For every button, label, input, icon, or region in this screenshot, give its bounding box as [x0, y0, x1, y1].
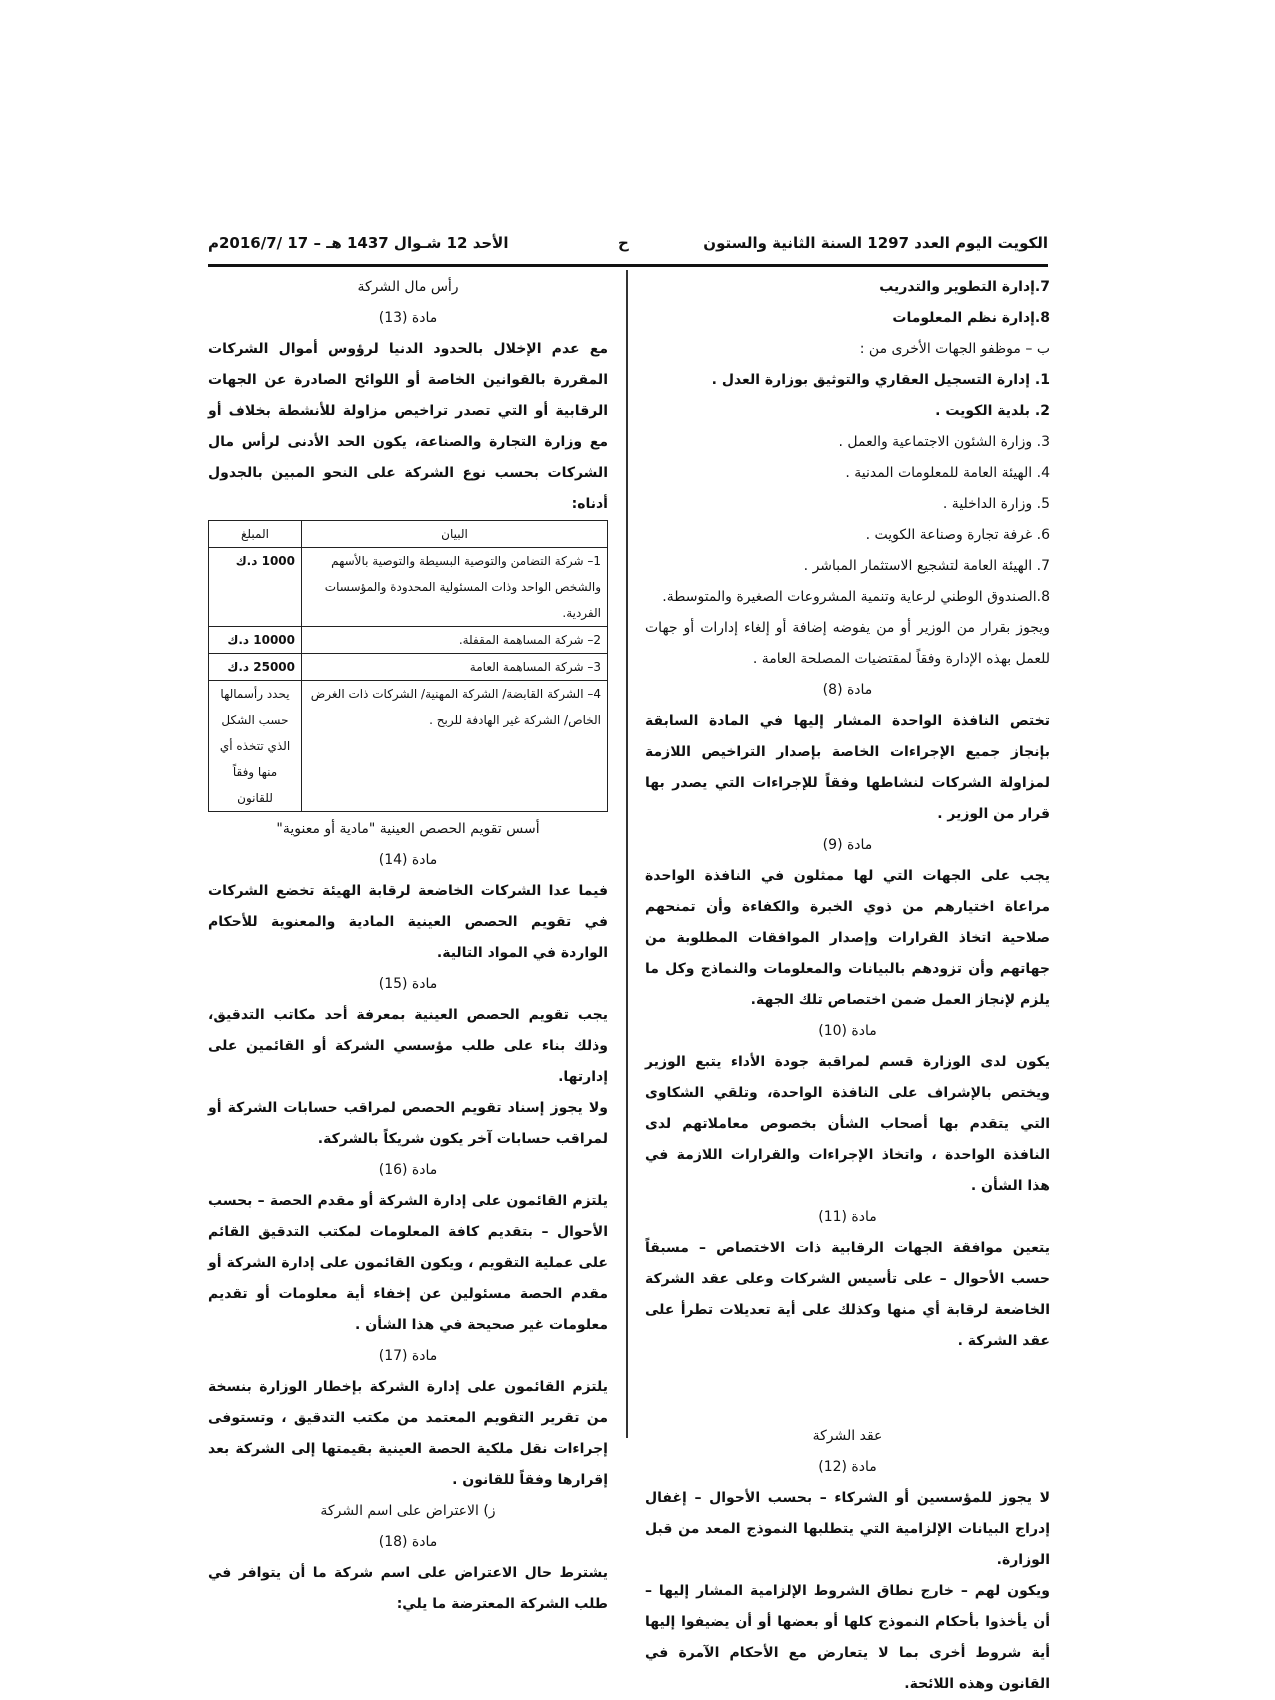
- table-row: [209, 548, 608, 627]
- header-rule: [208, 264, 1048, 267]
- section-heading: عقد الشركة: [812, 1428, 883, 1444]
- minimum-capital-cell: 10000 د.ك: [209, 627, 302, 654]
- table-row: [209, 681, 608, 812]
- paragraph: ب – موظفو الجهات الأخرى من :: [859, 341, 1050, 357]
- paragraph: 1. إدارة التسجيل العقاري والتوثيق بوزارة العدل .: [711, 372, 1050, 388]
- section-heading: مادة (14): [378, 852, 438, 868]
- paragraph: 5. وزارة الداخلية .: [942, 496, 1050, 512]
- column-divider: [626, 270, 628, 1438]
- paragraph: لا يجوز للمؤسسين أو الشركاء – بحسب الأحوال – إغفال إدراج البيانات الإلزامية التي يتطلبها النموذج المعد من قبل الوزارة.: [645, 1490, 1050, 1568]
- paragraph: يكون لدى الوزارة قسم لمراقبة جودة الأداء يتبع الوزير ويختص بالإشراف على النافذة الواحدة، وتلقي الشكاوى التي يتقدم بها أصحاب الشأن بخصوص معاملاتهم لدى النافذة الواحدة ، واتخاذ الإجراءات والقرارات اللازمة في هذا الشأن .: [645, 1054, 1050, 1194]
- section-heading: مادة (9): [822, 837, 873, 853]
- company-type-cell: 2– شركة المساهمة المقفلة.: [302, 627, 608, 654]
- section-heading: مادة (17): [378, 1348, 438, 1364]
- left-top-section: [208, 272, 608, 520]
- section-heading: مادة (12): [818, 1459, 877, 1475]
- section-heading: مادة (15): [378, 976, 438, 992]
- minimum-capital-cell: 25000 د.ك: [209, 654, 302, 681]
- paragraph: يتعين موافقة الجهات الرقابية ذات الاختصاص – مسبقاً حسب الأحوال – على تأسيس الشركات وعلى عقد الشركة الخاضعة لرقابة أي منها وكذلك على أية تعديلات تطرأ على عقد الشركة .: [645, 1240, 1050, 1349]
- section-heading: مادة (18): [378, 1534, 438, 1550]
- section-heading: مادة (11): [818, 1209, 877, 1225]
- table-row: [209, 654, 608, 681]
- minimum-capital-cell: يحدد رأسمالها حسب الشكل الذي تتخذه أي منها وفقاً للقانون: [209, 681, 302, 812]
- paragraph: ويجوز بقرار من الوزير أو من يفوضه إضافة أو إلغاء إدارات أو جهات للعمل بهذه الإدارة وفقاً لمقتضيات المصلحة العامة .: [645, 620, 1050, 667]
- section-heading: مادة (13): [378, 310, 438, 326]
- paragraph: ويكون لهم – خارج نطاق الشروط الإلزامية المشار إليها – أن يأخذوا بأحكام النموذج كلها أو بعضها أو أن يضيفوا إليها أية شروط أخرى بما لا يتعارض مع الأحكام الآمرة في القانون وهذه اللائحة.: [645, 1583, 1050, 1692]
- left-column: [208, 272, 608, 1620]
- company-type-cell: 3– شركة المساهمة العامة: [302, 654, 608, 681]
- paragraph: يجب تقويم الحصص العينية بمعرفة أحد مكاتب التدقيق، وذلك بناء على طلب مؤسسي الشركة أو القائمين على إدارتها.: [208, 1007, 608, 1085]
- minimum-capital-cell: 1000 د.ك: [209, 548, 302, 627]
- left-bottom-section: [208, 814, 608, 1620]
- section-heading: ز) الاعتراض على اسم الشركة: [320, 1503, 496, 1519]
- capital-table: [208, 520, 608, 812]
- paragraph: يلتزم القائمون على إدارة الشركة أو مقدم الحصة – بحسب الأحوال – بتقديم كافة المعلومات لمكتب التدقيق القائم على عملية التقويم ، ويكون القائمون على إدارة الشركة أو مقدم الحصة مسئولين عن إخفاء أية معلومات أو تقديم معلومات غير صحيحة في هذا الشأن .: [208, 1193, 608, 1333]
- paragraph: 7. الهيئة العامة لتشجيع الاستثمار المباشر .: [803, 558, 1050, 574]
- page-header: [208, 226, 1048, 260]
- table-header-amount: المبلغ: [209, 521, 302, 548]
- section-heading: أسس تقويم الحصص العينية "مادية أو معنوية": [276, 821, 540, 837]
- paragraph: 7.إدارة التطوير والتدريب: [879, 279, 1050, 295]
- paragraph: 4. الهيئة العامة للمعلومات المدنية .: [845, 465, 1050, 481]
- paragraph: مع عدم الإخلال بالحدود الدنيا لرؤوس أموال الشركات المقررة بالقوانين الخاصة أو اللوائح الصادرة عن الجهات الرقابية أو التي تصدر تراخيص مزاولة للأنشطة بخلاف أو مع وزارة التجارة والصناعة، يكون الحد الأدنى لرأس مال الشركات بحسب نوع الشركة على النحو المبين بالجدول أدناه:: [208, 341, 608, 512]
- paragraph: 3. وزارة الشئون الاجتماعية والعمل .: [838, 434, 1050, 450]
- table-row: [209, 627, 608, 654]
- paragraph: 2. بلدية الكويت .: [935, 403, 1050, 419]
- table-body: [209, 548, 608, 812]
- paragraph: 8.إدارة نظم المعلومات: [892, 310, 1050, 326]
- company-type-cell: 4– الشركة القابضة/ الشركة المهنية/ الشركات ذات الغرض الخاص/ الشركة غير الهادفة للربح .: [302, 681, 608, 812]
- paragraph: ولا يجوز إسناد تقويم الحصص لمراقب حسابات الشركة أو لمراقب حسابات آخر يكون شريكاً بالشركة.: [208, 1100, 608, 1147]
- section-heading: مادة (10): [818, 1023, 877, 1039]
- section-heading: رأس مال الشركة: [357, 279, 459, 295]
- header-page-letter: ح: [618, 234, 629, 252]
- section-heading: مادة (16): [378, 1162, 438, 1178]
- table-header-row: [209, 521, 608, 548]
- header-issue-info: الكويت اليوم العدد 1297 السنة الثانية والستون: [703, 234, 1048, 252]
- right-column: [645, 272, 1050, 1700]
- paragraph: 8.الصندوق الوطني لرعاية وتنمية المشروعات الصغيرة والمتوسطة.: [662, 589, 1050, 605]
- section-heading: مادة (8): [822, 682, 873, 698]
- paragraph: يجب على الجهات التي لها ممثلون في النافذة الواحدة مراعاة اختيارهم من ذوي الخبرة والكفاءة وأن تمنحهم صلاحية اتخاذ القرارات وإصدار الموافقات المطلوبة من جهاتهم وأن تزودهم بالبيانات والمعلومات والنماذج وكل ما يلزم لإنجاز العمل ضمن اختصاص تلك الجهة.: [645, 868, 1050, 1008]
- paragraph: يشترط حال الاعتراض على اسم شركة ما أن يتوافر في طلب الشركة المعترضة ما يلي:: [208, 1565, 608, 1612]
- blank-spacer: [645, 1371, 1050, 1407]
- paragraph: تختص النافذة الواحدة المشار إليها في المادة السابقة بإنجاز جميع الإجراءات الخاصة بإصدار التراخيص اللازمة لمزاولة الشركات لنشاطها وفقاً للإجراءات التي يصدر بها قرار من الوزير .: [645, 713, 1050, 822]
- paragraph: يلتزم القائمون على إدارة الشركة بإخطار الوزارة بنسخة من تقرير التقويم المعتمد من مكتب التدقيق ، وتستوفى إجراءات نقل ملكية الحصة العينية بقيمتها إلى الشركة بعد إقرارها وفقاً للقانون .: [208, 1379, 608, 1488]
- paragraph: 6. غرفة تجارة وصناعة الكويت .: [865, 527, 1050, 543]
- table-header-description: البيان: [302, 521, 608, 548]
- company-type-cell: 1– شركة التضامن والتوصية البسيطة والتوصية بالأسهم والشخص الواحد وذات المسئولية المحدودة والمؤسسات الفردية.: [302, 548, 608, 627]
- header-date: الأحد 12 شـوال 1437 هـ – 17 /2016/7م: [208, 234, 509, 252]
- paragraph: فيما عدا الشركات الخاضعة لرقابة الهيئة تخضع الشركات في تقويم الحصص العينية المادية والمعنوية للأحكام الواردة في المواد التالية.: [208, 883, 608, 961]
